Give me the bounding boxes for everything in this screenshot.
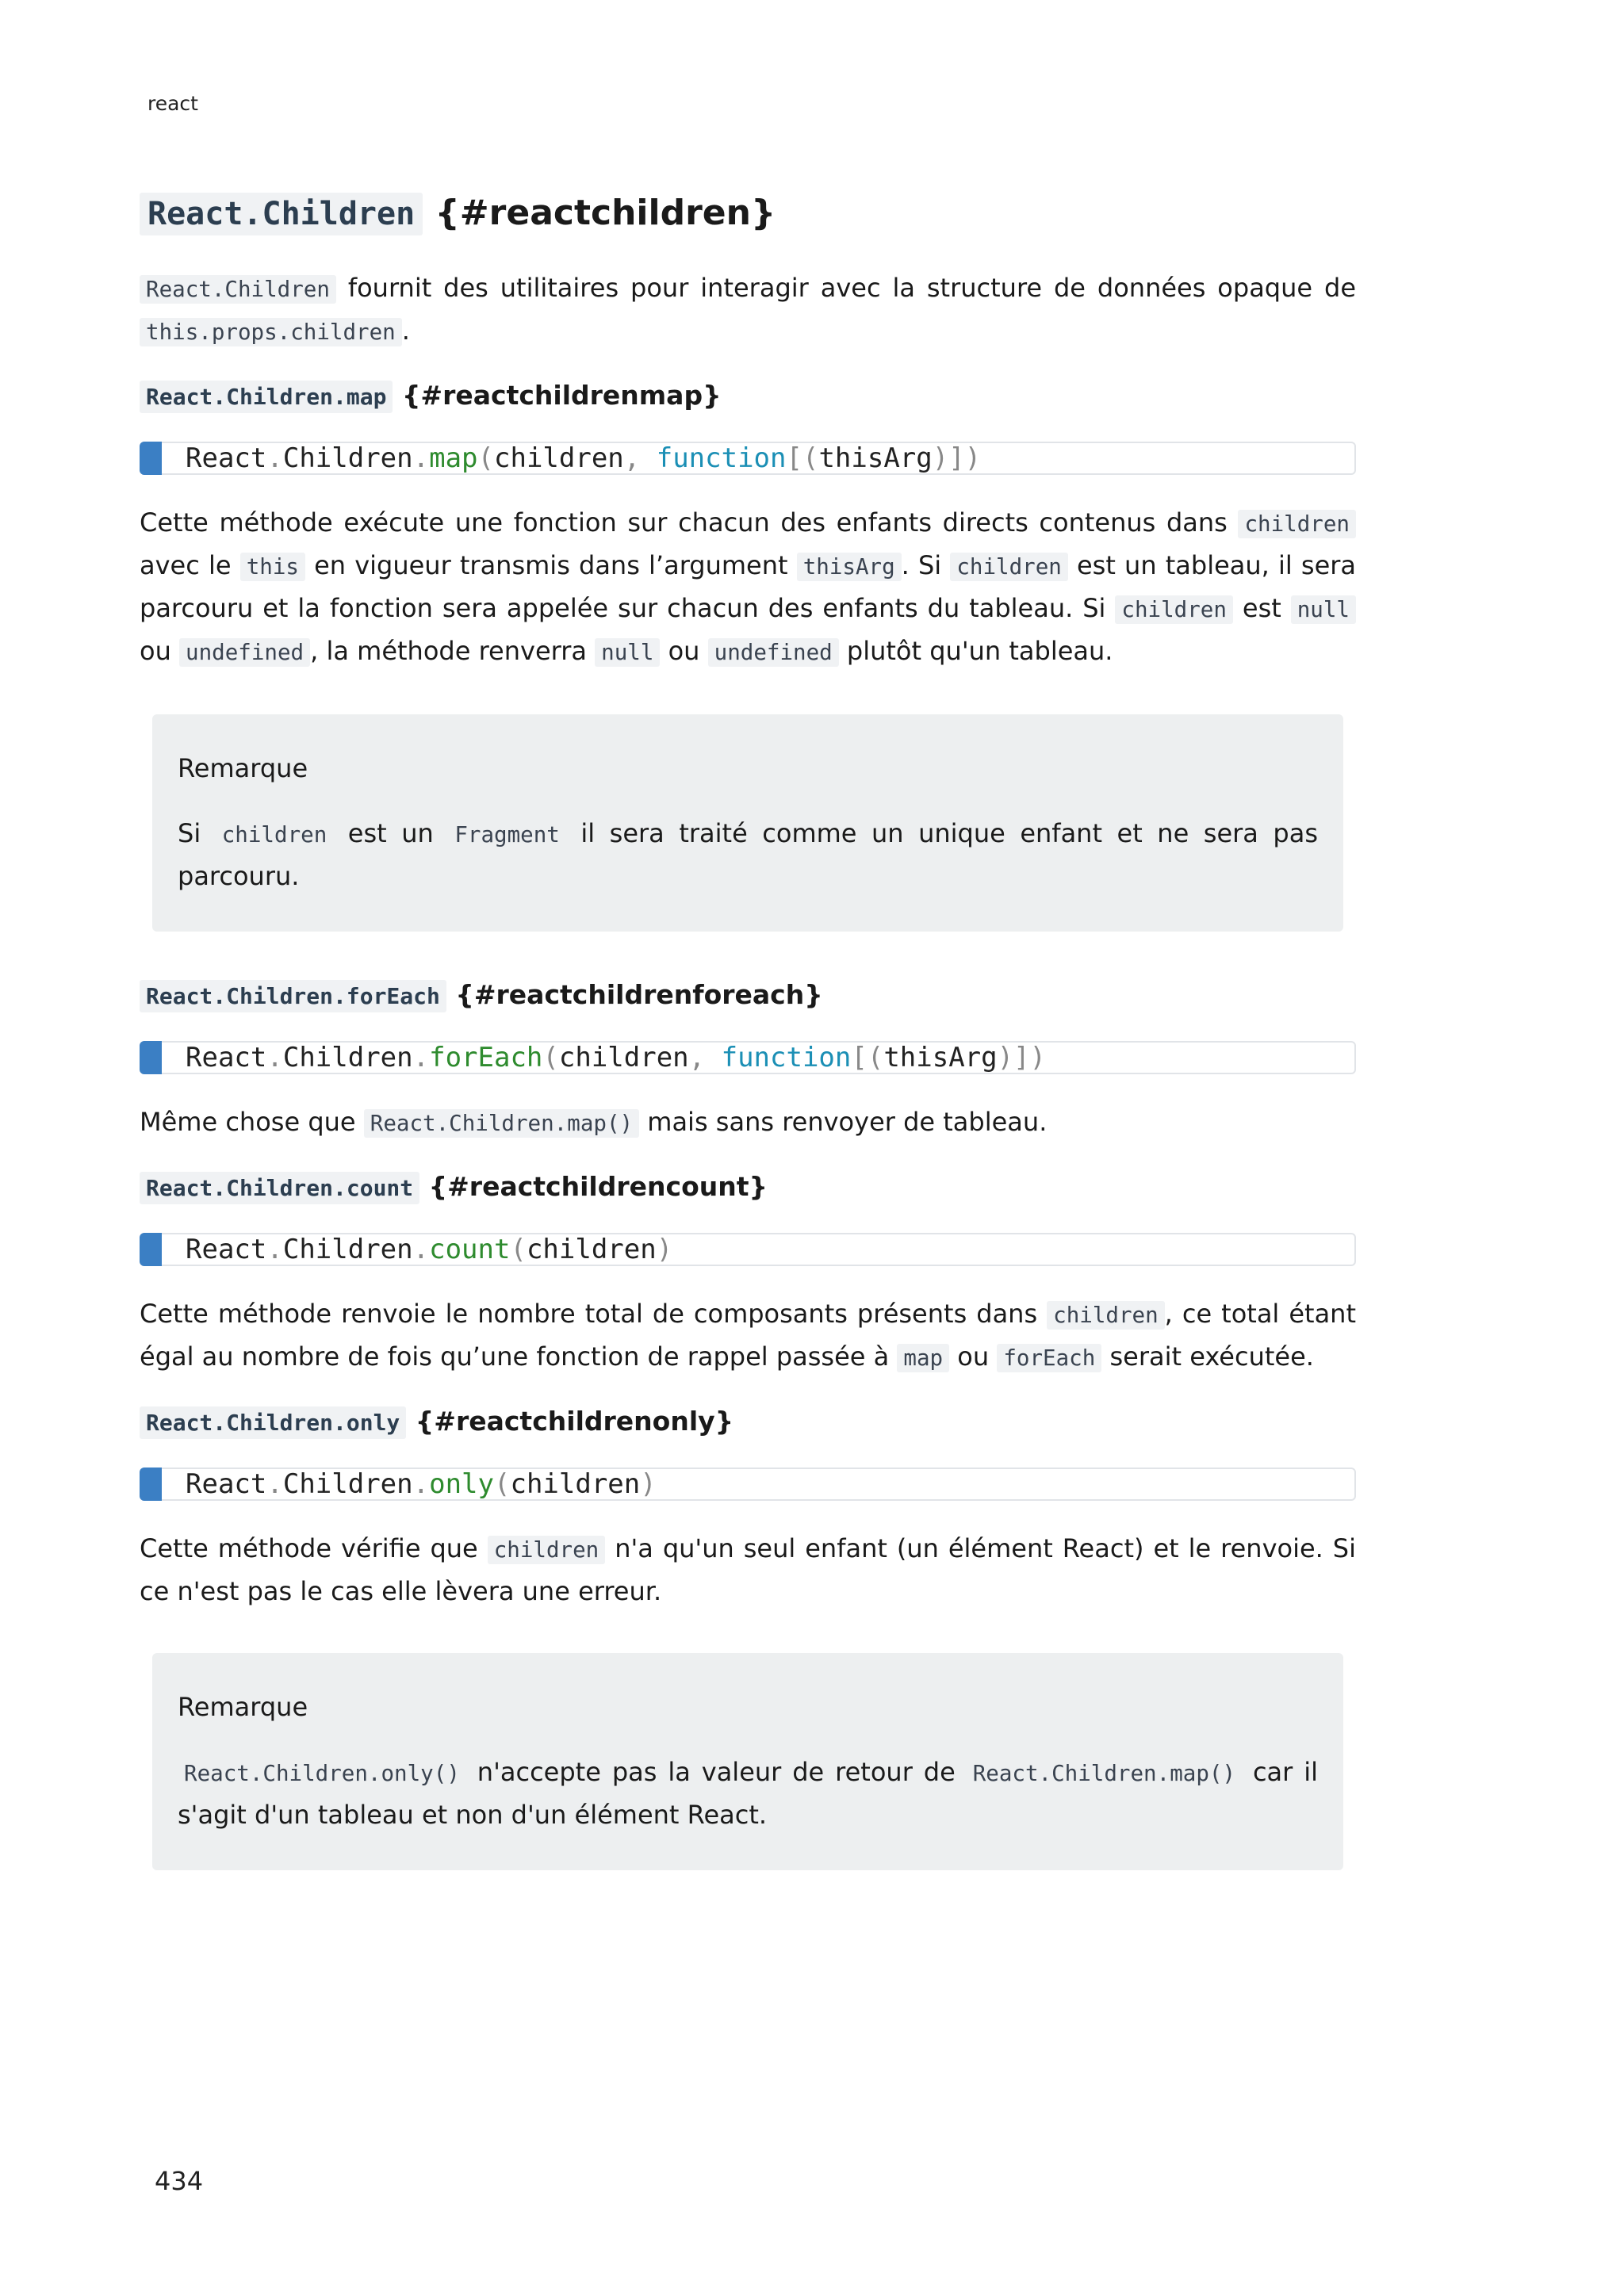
heading-code: React.Children.only <box>140 1406 406 1439</box>
note-title: Remarque <box>178 753 308 783</box>
heading-children-foreach <box>140 974 1356 1017</box>
section-title-code: React.Children <box>140 193 423 235</box>
code-block-foreach: React.Children.forEach(children, function[(thisArg)]) <box>140 1041 1356 1074</box>
inline-code: React.Children <box>140 275 336 304</box>
only-description: Cette méthode vérifie que children n'a qu'un seul enfant (un élément React) et le renvoie. Si ce n'est pas le cas elle lèvera une erreur. <box>140 1533 1357 1606</box>
code-block-marker <box>140 442 162 475</box>
code-block-map: React.Children.map(children, function[(thisArg)]) <box>140 442 1356 475</box>
heading-anchor: {#reactchildrenonly} <box>415 1406 734 1437</box>
section-intro: React.Children fournit des utilitaires pour interagir avec la structure de données opaque de this.props.children . <box>140 267 1356 353</box>
page-number: 434 <box>155 2166 204 2196</box>
foreach-description: Même chose que React.Children.map() mais sans renvoyer de tableau. <box>140 1107 1048 1137</box>
heading-children-only <box>140 1401 1356 1444</box>
note-title: Remarque <box>178 1692 308 1722</box>
heading-code: React.Children.forEach <box>140 980 446 1012</box>
heading-anchor: {#reactchildrenmap} <box>401 380 722 411</box>
heading-anchor: {#reactchildrenforeach} <box>455 979 823 1010</box>
heading-anchor: {#reactchildrencount} <box>428 1171 768 1202</box>
heading-children-map <box>140 375 1356 418</box>
section-title-anchor: {#reactchildren} <box>435 193 776 233</box>
heading-code: React.Children.map <box>140 381 393 413</box>
running-head: react <box>147 92 198 115</box>
section-title <box>140 187 1356 240</box>
code-block-count: React.Children.count(children) <box>140 1233 1356 1266</box>
heading-code: React.Children.count <box>140 1172 419 1204</box>
code-block-marker <box>140 1233 162 1266</box>
code-block-only: React.Children.only(children) <box>140 1468 1356 1501</box>
note-box-only <box>152 1653 1343 1870</box>
heading-children-count <box>140 1166 1356 1209</box>
note-text: Si children est un Fragment il sera traité comme un unique enfant et ne sera pas parcouru. <box>178 818 1319 891</box>
map-description: Cette méthode exécute une fonction sur chacun des enfants directs contenus dans children avec le this en vigueur transmis dans l’argument thisArg . Si children est un tableau, il sera parcouru et la fonction sera appelée sur chacun des enfants du tableau. Si children est null ou undefined , la méthode renverra null ou undefined plutôt qu'un tableau. <box>140 507 1357 666</box>
note-text: React.Children.only() n'accepte pas la valeur de retour de React.Children.map() car il s'agit d'un tableau et non d'un élément React. <box>178 1757 1319 1830</box>
note-box-fragment <box>152 714 1343 932</box>
inline-code: this.props.children <box>140 318 402 346</box>
code-block-marker <box>140 1468 162 1501</box>
code-block-marker <box>140 1041 162 1074</box>
document-content <box>140 187 1356 1913</box>
count-description: Cette méthode renvoie le nombre total de composants présents dans children , ce total étant égal au nombre de fois qu’une fonction de rappel passée à map ou forEach serait exécutée. <box>140 1299 1357 1372</box>
